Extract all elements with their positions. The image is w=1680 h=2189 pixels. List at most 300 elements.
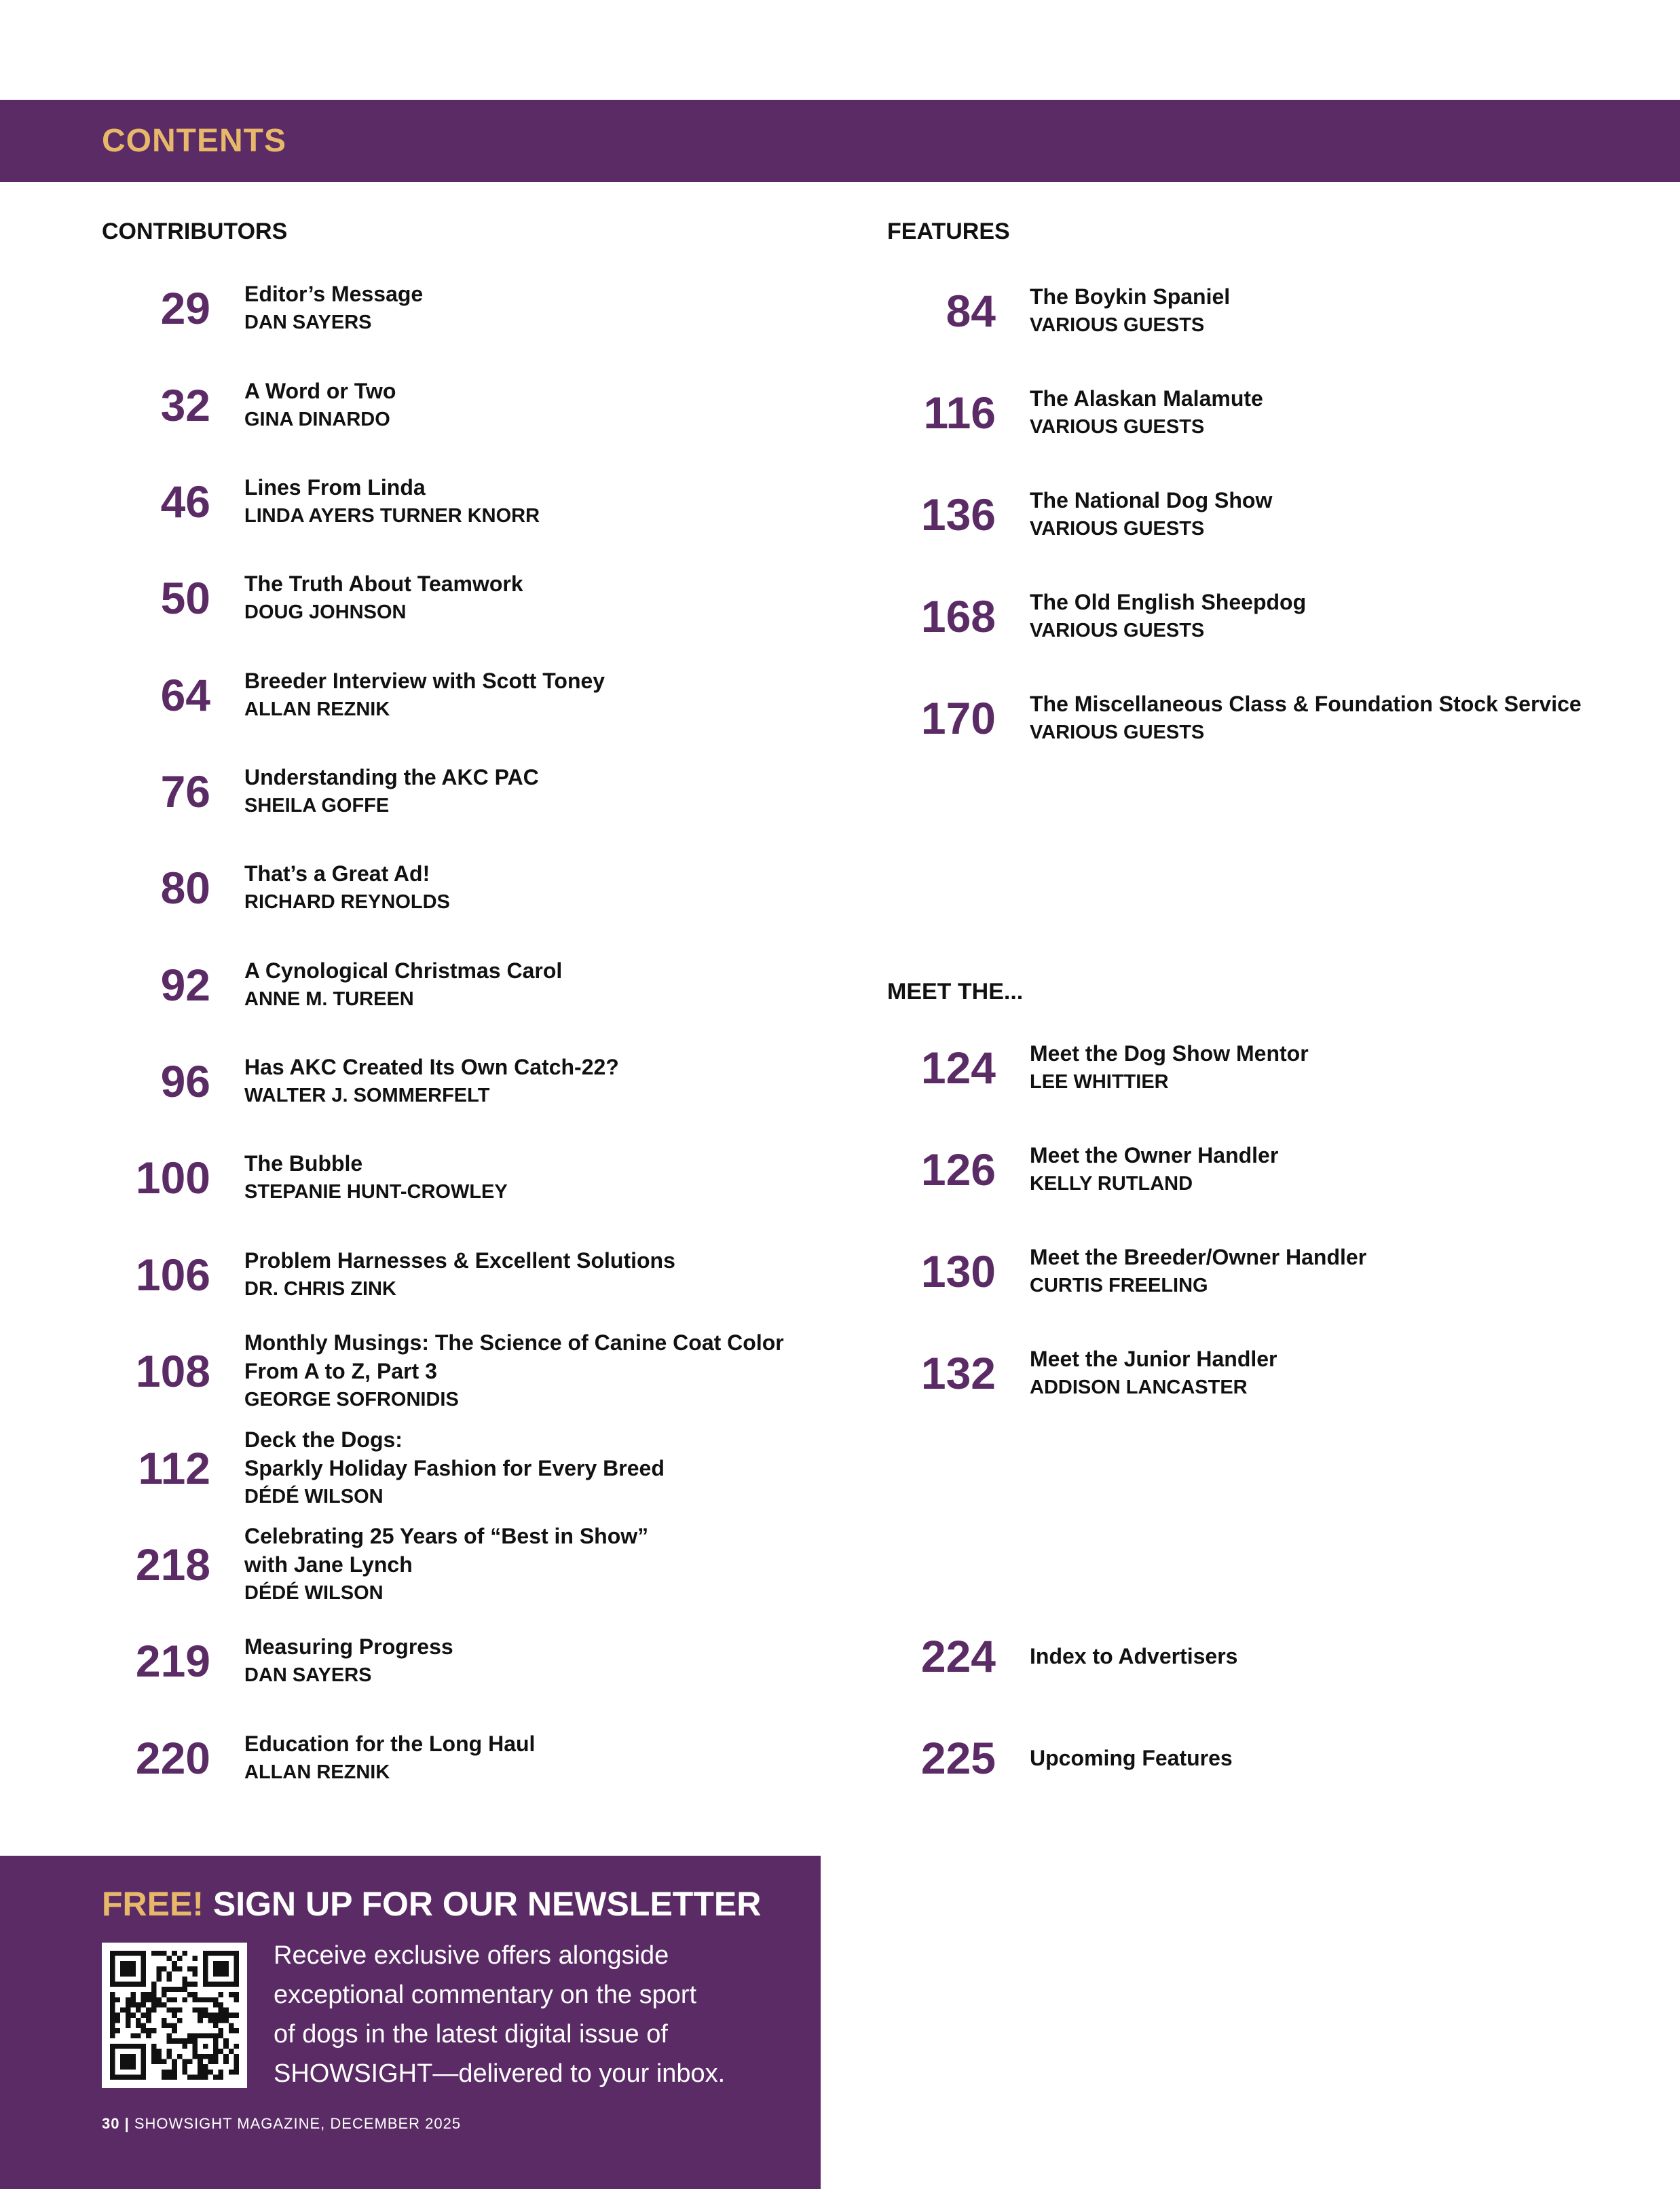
toc-page-number: 126	[920, 1144, 996, 1195]
toc-entry-text	[244, 1522, 648, 1607]
toc-entry[interactable]	[102, 1231, 848, 1319]
qr-module	[146, 2018, 151, 2023]
qr-module	[213, 2018, 219, 2023]
toc-entry-author: ANNE M. TUREEN	[244, 988, 414, 1010]
qr-module	[162, 2002, 167, 2008]
toc-entry[interactable]	[887, 1329, 1634, 1417]
toc-entry-text	[244, 1425, 665, 1511]
qr-module	[182, 2070, 187, 2075]
qr-module	[203, 2064, 208, 2070]
toc-entry-title: A Cynological Christmas Carol	[244, 958, 563, 983]
qr-module	[172, 2070, 177, 2075]
qr-module	[151, 1982, 157, 1987]
qr-module	[203, 1982, 208, 1987]
qr-module	[223, 1951, 229, 1956]
qr-module	[213, 2023, 219, 2028]
toc-entry-text	[1030, 1039, 1309, 1096]
toc-page-number: 112	[138, 1443, 210, 1493]
qr-module	[162, 1987, 167, 1992]
qr-module	[193, 1992, 198, 1998]
toc-entry[interactable]	[102, 264, 848, 352]
qr-module	[213, 2002, 219, 2008]
qr-module	[126, 2023, 131, 2028]
qr-module	[167, 2038, 172, 2044]
qr-module	[219, 2048, 224, 2054]
newsletter-free-label: FREE!	[102, 1885, 204, 1923]
toc-entry-text	[244, 667, 605, 724]
qr-module	[234, 2013, 239, 2018]
toc-entry-title: Measuring Progress	[244, 1634, 453, 1659]
qr-module	[182, 1987, 187, 1992]
qr-module	[115, 1982, 121, 1987]
page-footer	[102, 2115, 461, 2133]
toc-entry-title: The Old English Sheepdog	[1030, 590, 1307, 614]
qr-module	[141, 2013, 147, 2018]
qr-module	[203, 2054, 208, 2059]
qr-module	[136, 1951, 141, 1956]
toc-entry-author: VARIOUS GUESTS	[1030, 518, 1205, 540]
qr-module	[193, 2034, 198, 2039]
toc-entry[interactable]	[887, 1125, 1634, 1214]
contents-header-bar	[0, 100, 1680, 182]
toc-entry-title: Meet the Junior Handler	[1030, 1347, 1277, 1371]
qr-module	[110, 1997, 115, 2002]
toc-entry[interactable]	[887, 470, 1634, 559]
meet-the-heading: MEET THE...	[887, 979, 1024, 1005]
qr-module	[177, 2008, 183, 2013]
qr-module	[130, 1961, 136, 1966]
toc-entry[interactable]	[102, 1714, 848, 1802]
qr-module	[219, 1961, 224, 1966]
qr-module	[110, 1992, 115, 1998]
qr-module	[141, 2054, 147, 2059]
qr-module	[136, 2023, 141, 2028]
qr-module	[156, 2048, 162, 2054]
qr-module	[193, 1956, 198, 1962]
qr-module	[110, 1956, 115, 1962]
qr-module	[167, 1977, 172, 1982]
qr-module	[234, 2054, 239, 2059]
qr-module	[219, 2074, 224, 2080]
qr-module	[115, 2028, 121, 2034]
qr-module	[167, 2008, 172, 2013]
qr-module	[130, 1951, 136, 1956]
qr-module	[223, 1971, 229, 1977]
toc-page-number: 29	[160, 283, 210, 333]
toc-entry[interactable]	[102, 1327, 848, 1415]
qr-module	[213, 2044, 219, 2049]
qr-module	[126, 1951, 131, 1956]
qr-module	[156, 1951, 162, 1956]
qr-module	[203, 1971, 208, 1977]
qr-module	[219, 1971, 224, 1977]
qr-module	[187, 1992, 193, 1998]
qr-module	[130, 2074, 136, 2080]
toc-entry-text	[244, 1053, 619, 1110]
qr-module	[110, 2034, 115, 2039]
toc-entry-text	[1030, 588, 1306, 645]
qr-module	[203, 1961, 208, 1966]
qr-module	[223, 2059, 229, 2065]
toc-page-number: 132	[920, 1348, 996, 1398]
qr-module	[141, 1992, 147, 1998]
qr-module	[167, 1956, 172, 1962]
toc-entry[interactable]	[887, 267, 1634, 355]
toc-page-number: 50	[160, 573, 210, 623]
qr-module	[219, 1982, 224, 1987]
toc-entry[interactable]	[102, 941, 848, 1029]
qr-module	[115, 1997, 121, 2002]
qr-module	[130, 1966, 136, 1972]
qr-module	[172, 2059, 177, 2065]
qr-module	[141, 1977, 147, 1982]
qr-module	[213, 2059, 219, 2065]
qr-module	[110, 2059, 115, 2065]
qr-module	[198, 2034, 203, 2039]
qr-module	[198, 1997, 203, 2002]
qr-module	[141, 2048, 147, 2054]
toc-page-number: 92	[160, 960, 210, 1010]
qr-module	[130, 2054, 136, 2059]
footer-publication: SHOWSIGHT MAGAZINE, DECEMBER 2025	[134, 2115, 462, 2132]
toc-page-number: 96	[160, 1056, 210, 1106]
qr-module	[223, 2044, 229, 2049]
toc-entry[interactable]	[887, 1024, 1634, 1112]
toc-entry[interactable]	[887, 369, 1634, 457]
qr-module	[172, 1966, 177, 1972]
qr-module	[141, 2074, 147, 2080]
toc-entry-text	[244, 280, 423, 337]
qr-module	[187, 2034, 193, 2039]
toc-entry-title: Breeder Interview with Scott Toney	[244, 669, 605, 693]
qr-module	[187, 2038, 193, 2044]
qr-module	[120, 2064, 126, 2070]
toc-entry-title: The Miscellaneous Class & Foundation Stock Service	[1030, 692, 1582, 716]
qr-module	[208, 2034, 213, 2039]
qr-module	[177, 2038, 183, 2044]
qr-module	[172, 1961, 177, 1966]
qr-module	[198, 2008, 203, 2013]
qr-module	[130, 2034, 136, 2039]
toc-entry-author: VARIOUS GUESTS	[1030, 314, 1205, 336]
toc-entry-text	[1030, 1744, 1233, 1772]
qr-module	[219, 1966, 224, 1972]
qr-module	[213, 2038, 219, 2044]
qr-module	[234, 1982, 239, 1987]
toc-entry-title: The Boykin Spaniel	[1030, 284, 1231, 309]
toc-entry-title: Meet the Dog Show Mentor	[1030, 1041, 1309, 1066]
toc-entry-text	[244, 1328, 784, 1414]
toc-entry-author: CURTIS FREELING	[1030, 1275, 1208, 1296]
qr-module	[187, 2074, 193, 2080]
qr-module	[146, 1992, 151, 1998]
qr-module	[130, 1997, 136, 2002]
qr-module	[223, 2008, 229, 2013]
toc-page-number: 124	[920, 1043, 996, 1093]
toc-entry[interactable]	[102, 1617, 848, 1705]
qr-module	[198, 2054, 203, 2059]
qr-module	[203, 2074, 208, 2080]
qr-module	[208, 1997, 213, 2002]
qr-module	[162, 1992, 167, 1998]
toc-entry-author: DAN SAYERS	[244, 1664, 372, 1686]
qr-module	[193, 2044, 198, 2049]
toc-entry[interactable]	[102, 651, 848, 739]
qr-module	[172, 2028, 177, 2034]
qr-module	[146, 2008, 151, 2013]
qr-module	[120, 1982, 126, 1987]
qr-module	[234, 1971, 239, 1977]
qr-module	[151, 1992, 157, 1998]
toc-entry[interactable]	[102, 361, 848, 449]
qr-module	[110, 2048, 115, 2054]
qr-module	[136, 2002, 141, 2008]
qr-module	[172, 2038, 177, 2044]
toc-entry-text	[244, 1246, 675, 1303]
qr-module	[110, 2074, 115, 2080]
qr-module	[126, 1961, 131, 1966]
qr-module	[219, 2008, 224, 2013]
qr-module	[120, 2074, 126, 2080]
toc-entry[interactable]	[102, 457, 848, 546]
qr-module	[115, 2074, 121, 2080]
toc-entry-title: Index to Advertisers	[1030, 1644, 1238, 1668]
footer-separator: |	[119, 2115, 134, 2132]
toc-entry-title: From A to Z, Part 3	[244, 1359, 437, 1383]
toc-entry-author: DR. CHRIS ZINK	[244, 1278, 396, 1300]
toc-page-number: 32	[160, 380, 210, 430]
qr-module	[141, 1961, 147, 1966]
qr-module	[141, 1951, 147, 1956]
qr-module	[193, 1997, 198, 2002]
toc-entry-title: Editor’s Message	[244, 282, 424, 306]
toc-page-number: 130	[920, 1246, 996, 1296]
qr-module	[193, 1971, 198, 1977]
qr-module	[167, 1987, 172, 1992]
qr-module	[219, 2034, 224, 2039]
toc-entry-title: Monthly Musings: The Science of Canine Coat Color	[244, 1330, 784, 1355]
qr-module	[193, 1966, 198, 1972]
qr-module	[136, 2074, 141, 2080]
qr-module	[126, 1971, 131, 1977]
toc-page-number: 80	[160, 863, 210, 913]
toc-page-number: 84	[946, 286, 996, 336]
toc-entry-text	[244, 1729, 535, 1786]
qr-module	[182, 2044, 187, 2049]
qr-module	[203, 1956, 208, 1962]
toc-entry[interactable]	[887, 1714, 1634, 1802]
qr-module	[151, 2008, 157, 2013]
qr-module	[151, 2059, 157, 2065]
toc-entry-title: A Word or Two	[244, 379, 396, 403]
qr-module	[162, 2074, 167, 2080]
qr-module	[167, 1997, 172, 2002]
toc-entry-title: Meet the Owner Handler	[1030, 1143, 1279, 1167]
qr-module	[136, 2008, 141, 2013]
toc-entry-title: Understanding the AKC PAC	[244, 765, 539, 789]
qr-module	[110, 2013, 115, 2018]
qr-module	[187, 1982, 193, 1987]
qr-module	[219, 2013, 224, 2018]
toc-entry[interactable]	[102, 747, 848, 836]
qr-module	[208, 2018, 213, 2023]
qr-module	[229, 1992, 234, 1998]
qr-module	[126, 1997, 131, 2002]
newsletter-signup-box	[0, 1856, 821, 2189]
toc-entry[interactable]	[102, 1134, 848, 1222]
toc-entry[interactable]	[887, 674, 1634, 762]
toc-entry[interactable]	[102, 1424, 848, 1512]
qr-module	[182, 1951, 187, 1956]
qr-module	[120, 1961, 126, 1966]
qr-module	[156, 1971, 162, 1977]
qr-module	[115, 1951, 121, 1956]
qr-module	[110, 2018, 115, 2023]
qr-module	[198, 2070, 203, 2075]
qr-module	[203, 2013, 208, 2018]
qr-code-icon[interactable]	[102, 1943, 247, 2088]
qr-module	[110, 1971, 115, 1977]
qr-module	[208, 2054, 213, 2059]
qr-module	[177, 1966, 183, 1972]
qr-module	[213, 2048, 219, 2054]
qr-module	[219, 1951, 224, 1956]
qr-module	[141, 1997, 147, 2002]
newsletter-body-line: Receive exclusive offers alongside	[274, 1941, 669, 1970]
toc-entry-text	[1030, 690, 1582, 747]
toc-entry[interactable]	[887, 572, 1634, 660]
qr-module	[234, 2070, 239, 2075]
qr-module	[234, 1956, 239, 1962]
qr-module	[151, 1997, 157, 2002]
qr-module	[130, 2002, 136, 2008]
qr-module	[223, 2054, 229, 2059]
qr-module	[146, 2028, 151, 2034]
qr-module	[203, 2008, 208, 2013]
qr-module	[151, 1987, 157, 1992]
newsletter-headline[interactable]	[102, 1884, 761, 1924]
toc-page-number: 224	[920, 1631, 996, 1681]
qr-module	[126, 2064, 131, 2070]
qr-module	[110, 2008, 115, 2013]
qr-module	[172, 2008, 177, 2013]
qr-module	[110, 2028, 115, 2034]
footer-page-number: 30	[102, 2115, 120, 2132]
qr-module	[213, 2074, 219, 2080]
qr-module	[130, 2064, 136, 2070]
toc-page-number: 218	[135, 1539, 210, 1590]
toc-page-number: 64	[160, 670, 210, 720]
toc-entry-title: The National Dog Show	[1030, 488, 1273, 512]
toc-entry[interactable]	[102, 844, 848, 932]
qr-module	[151, 1951, 157, 1956]
qr-module	[162, 2018, 167, 2023]
qr-module	[141, 2064, 147, 2070]
qr-module	[203, 2070, 208, 2075]
qr-module	[141, 2059, 147, 2065]
qr-module	[213, 1951, 219, 1956]
toc-entry-author: LEE WHITTIER	[1030, 1071, 1169, 1093]
toc-entry[interactable]	[102, 554, 848, 642]
toc-page-number: 108	[135, 1346, 210, 1396]
toc-entry-author: LINDA AYERS TURNER KNORR	[244, 505, 540, 527]
toc-entry-author: STEPANIE HUNT-CROWLEY	[244, 1181, 508, 1203]
qr-module	[229, 2028, 234, 2034]
toc-entry-text	[244, 859, 450, 916]
qr-module	[120, 2054, 126, 2059]
toc-entry-title: The Truth About Teamwork	[244, 572, 523, 596]
qr-module	[110, 2070, 115, 2075]
qr-module	[182, 2038, 187, 2044]
qr-module	[223, 2013, 229, 2018]
qr-module	[208, 2070, 213, 2075]
qr-module	[120, 1971, 126, 1977]
qr-module	[151, 2054, 157, 2059]
toc-entry-title: with Jane Lynch	[244, 1552, 413, 1577]
qr-module	[110, 1951, 115, 1956]
qr-module	[120, 1951, 126, 1956]
qr-module	[167, 2023, 172, 2028]
qr-module	[167, 1971, 172, 1977]
qr-module	[193, 2008, 198, 2013]
qr-module	[141, 2028, 147, 2034]
qr-module	[120, 2059, 126, 2065]
qr-module	[208, 1951, 213, 1956]
qr-module	[156, 2002, 162, 2008]
toc-entry-title: Celebrating 25 Years of “Best in Show”	[244, 1524, 649, 1548]
qr-module	[193, 2074, 198, 2080]
qr-module	[213, 1982, 219, 1987]
qr-module	[136, 1982, 141, 1987]
qr-module	[213, 1997, 219, 2002]
qr-module	[172, 1997, 177, 2002]
qr-module	[234, 2028, 239, 2034]
qr-module	[146, 2034, 151, 2039]
qr-module	[203, 2044, 208, 2049]
qr-module	[172, 2074, 177, 2080]
toc-page-number: 170	[920, 693, 996, 743]
qr-module	[167, 2034, 172, 2039]
toc-entry-text	[1030, 486, 1272, 543]
qr-module	[130, 2044, 136, 2049]
toc-page-number: 220	[135, 1733, 210, 1783]
qr-module	[110, 1961, 115, 1966]
toc-entry-author: ADDISON LANCASTER	[1030, 1377, 1248, 1398]
toc-entry[interactable]	[102, 1520, 848, 1609]
qr-module	[136, 2034, 141, 2039]
qr-module	[172, 2023, 177, 2028]
qr-module	[182, 2064, 187, 2070]
qr-module	[219, 2070, 224, 2075]
features-heading: FEATURES	[887, 219, 1010, 244]
qr-module	[110, 2064, 115, 2070]
qr-module	[110, 2044, 115, 2049]
qr-module	[208, 2013, 213, 2018]
qr-module	[203, 1977, 208, 1982]
toc-entry-title: Problem Harnesses & Excellent Solutions	[244, 1248, 675, 1273]
toc-page-number: 100	[135, 1153, 210, 1203]
qr-module	[130, 1982, 136, 1987]
qr-module	[223, 1982, 229, 1987]
qr-module	[193, 2054, 198, 2059]
toc-entry[interactable]	[887, 1612, 1634, 1700]
qr-module	[187, 1966, 193, 1972]
toc-entry[interactable]	[887, 1227, 1634, 1315]
toc-entry[interactable]	[102, 1037, 848, 1125]
qr-module	[130, 1971, 136, 1977]
qr-module	[141, 2044, 147, 2049]
newsletter-body-line: exceptional commentary on the sport	[274, 1981, 697, 2009]
